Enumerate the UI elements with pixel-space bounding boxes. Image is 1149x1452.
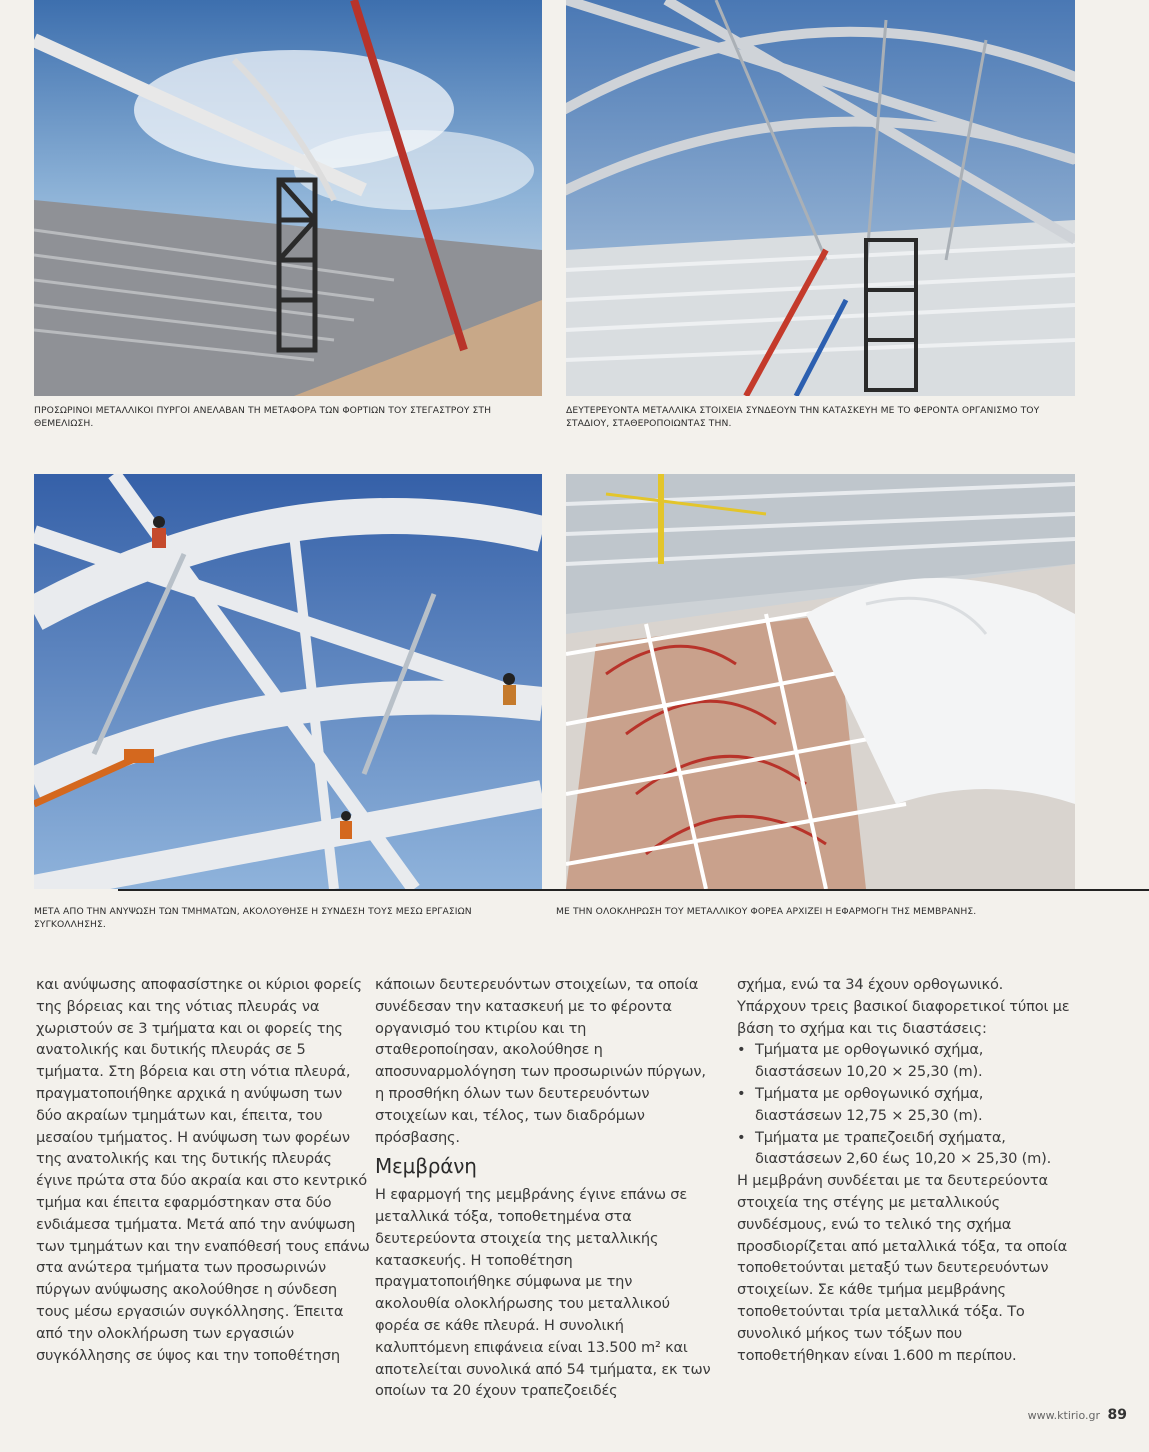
caption-membrane: ΜΕ ΤΗΝ ΟΛΟΚΛΗΡΩΣΗ ΤΟΥ ΜΕΤΑΛΛΙΚΟΥ ΦΟΡΕΑ ΑΡΧΙΖΕΙ Η ΕΦΑΡΜΟΓΗ ΤΗΣ ΜΕΜΒΡΑΝΗΣ. <box>556 906 977 917</box>
column-2-body: Η εφαρμογή της μεμβράνης έγινε επάνω σε μεταλλικά τόξα, τοποθετημένα στα δευτερεύοντα στοιχεία της μεταλλικής κατασκευής. Η τοποθέτηση πραγματοποιήθηκε σύμφωνα με την ακολουθία ολοκλήρωσης του μεταλλικού φορέα σε κάθε πλευρά. Η συνολική καλυπτόμενη επιφάνεια είναι 13.500 m² και αποτελείται συνολικά από 54 τμήματα, εκ των οποίων τα 20 έχουν τραπεζοειδές <box>375 1186 711 1400</box>
photo-welding <box>34 474 542 889</box>
article-column-1 <box>36 974 372 1366</box>
photo-secondary-elements <box>566 0 1075 396</box>
list-item: • Τμήματα με ορθογωνικό σχήμα, διαστάσεων 10,20 × 25,30 (m). <box>737 1039 1073 1083</box>
footer-url[interactable]: www.ktirio.gr <box>1027 1409 1101 1422</box>
page-number: 89 <box>1107 1407 1127 1423</box>
caption-secondary-elements: ΔΕΥΤΕΡΕΥΟΝΤΑ ΜΕΤΑΛΛΙΚΑ ΣΤΟΙΧΕΙΑ ΣΥΝΔΕΟΥΝ ΤΗΝ ΚΑΤΑΣΚΕΥΗ ΜΕ ΤΟ ΦΕΡΟΝΤΑ ΟΡΓΑΝΙΣΜΟ ΤΟΥ ΣΤΑΔΙΟΥ, ΣΤΑΘΕΡΟΠΟΙΩΝΤΑΣ ΤΗΝ. <box>566 405 1040 429</box>
horizontal-rule <box>118 889 1149 891</box>
page-footer <box>1028 1407 1127 1423</box>
column-2-intro: κάποιων δευτερευόντων στοιχείων, τα οποία συνέδεσαν την κατασκευή με το φέροντα οργανισμό του κτιρίου και τη σταθεροποίησαν, ακολούθησε η αποσυναρμολόγηση των προσωρινών πύργων, η προσθήκη όλων των δευτερευόντων στοιχείων και, τέλος, των διαδρόμων πρόσβασης. <box>375 976 706 1146</box>
column-3-end: Η μεμβράνη συνδέεται με τα δευτερεύοντα στοιχεία της στέγης με μεταλλικούς συνδέσμους, ενώ το τελικό της σχήμα προσδιορίζεται από μεταλλικά τόξα, τα οποία τοποθετούνται μεταξύ των δευτερευόντων στοιχείων. Σε κάθε τμήμα μεμβράνης τοποθετούνται τρία μεταλλικά τόξα. Το συνολικό μήκος των τόξων που τοποθετήθηκαν είναι 1.600 m περίπου. <box>737 1172 1068 1364</box>
article-column-2 <box>375 974 711 1402</box>
caption-welding: ΜΕΤΑ ΑΠΟ ΤΗΝ ΑΝΥΨΩΣΗ ΤΩΝ ΤΜΗΜΑΤΩΝ, ΑΚΟΛΟΥΘΗΣΕ Η ΣΥΝΔΕΣΗ ΤΟΥΣ ΜΕΣΩ ΕΡΓΑΣΙΩΝ ΣΥΓΚΟΛΛΗΣΗΣ. <box>34 906 472 930</box>
column-3-intro: σχήμα, ενώ τα 34 έχουν ορθογωνικό. Υπάρχουν τρεις βασικοί διαφορετικοί τύποι με βάση το σχήμα και τις διαστάσεις: <box>737 976 1070 1037</box>
section-heading: Μεμβράνη <box>375 1154 477 1179</box>
photo-temporary-towers <box>34 0 542 396</box>
dimension-list <box>737 1039 1073 1170</box>
caption-temporary-towers: ΠΡΟΣΩΡΙΝΟΙ ΜΕΤΑΛΛΙΚΟΙ ΠΥΡΓΟΙ ΑΝΕΛΑΒΑΝ ΤΗ ΜΕΤΑΦΟΡΑ ΤΩΝ ΦΟΡΤΙΩΝ ΤΟΥ ΣΤΕΓΑΣΤΡΟΥ ΣΤΗ ΘΕΜΕΛΙΩΣΗ. <box>34 405 492 429</box>
photo-membrane <box>566 474 1075 889</box>
column-1-text: και ανύψωσης αποφασίστηκε οι κύριοι φορείς της βόρειας και της νότιας πλευράς να χωριστούν σε 3 τμήματα και οι φορείς της ανατολικής και δυτικής πλευράς σε 5 τμήματα. Στη βόρεια και στη νότια πλευρά, πραγματοποιήθηκε αρχικά η ανύψωση των δύο ακραίων τμημάτων και, έπειτα, του μεσαίου τμήματος. Η ανύψωση των φορέων της ανατολικής και της δυτικής πλευράς έγινε πρώτα στα δύο ακραία και στο κεντρικό τμήμα και έπειτα εφαρμόστηκαν στα δύο ενδιάμεσα τμήματα. Μετά από την ανύψωση των τμημάτων και την εναπόθεσή τους επάνω στα ανώτερα τμήματα των προσωρινών πύργων ανύψωσης ακολούθησε η σύνδεση τους μέσω εργασιών συγκόλλησης. Έπειτα από την ολοκλήρωση των εργασιών συγκόλλησης σε ύψος και την τοποθέτηση <box>36 976 370 1364</box>
article-column-3 <box>737 974 1073 1366</box>
list-item: • Τμήματα με ορθογωνικό σχήμα, διαστάσεων 12,75 × 25,30 (m). <box>737 1083 1073 1127</box>
list-item: • Τμήματα με τραπεζοειδή σχήματα, διαστάσεων 2,60 έως 10,20 × 25,30 (m). <box>737 1127 1073 1171</box>
